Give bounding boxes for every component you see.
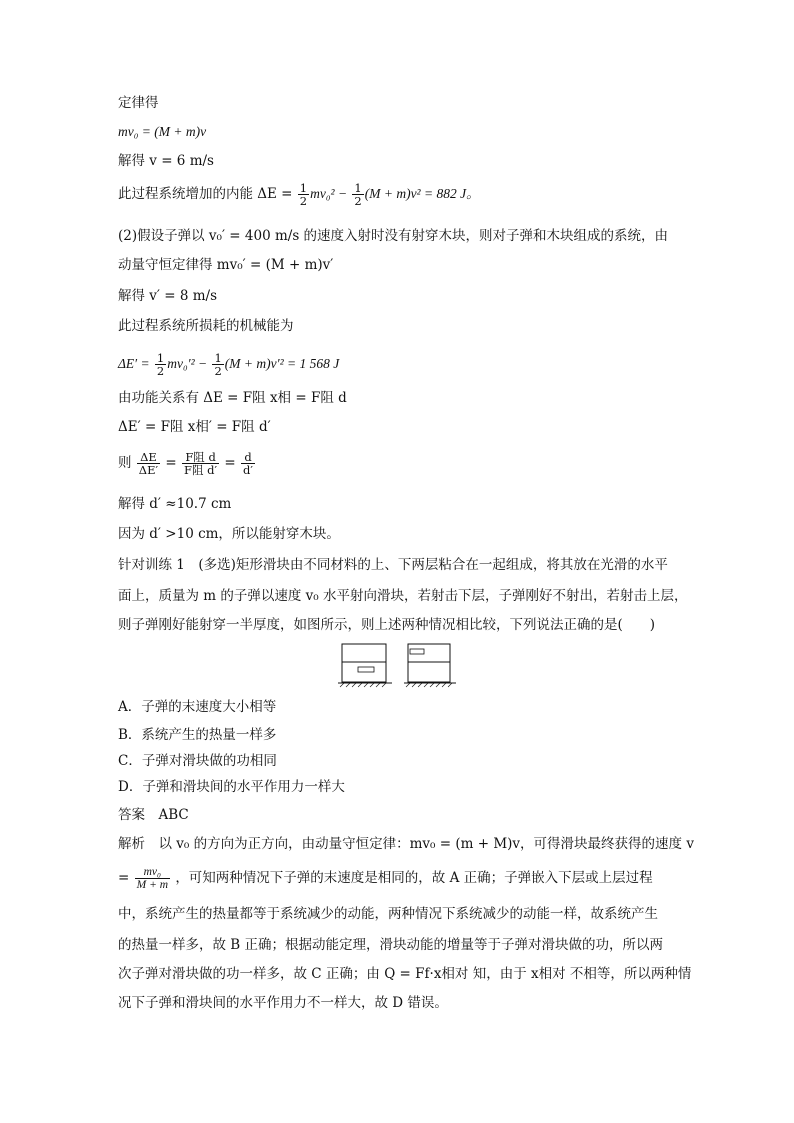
equation-internal-energy	[118, 182, 480, 207]
text-line: 定律得	[118, 95, 159, 111]
text-line: 解得 v′ = 8 m/s	[118, 288, 218, 304]
option-c: C．子弹对滑块做的功相同	[118, 753, 277, 769]
equation-ratio	[118, 451, 256, 476]
text-line: 因为 d′ >10 cm，所以能射穿木块。	[118, 526, 340, 542]
question-text: 面上，质量为 m 的子弹以速度 v₀ 水平射向滑块，若射击下层，子弹刚好不射出，若射击上层，	[118, 588, 688, 604]
text-line: 动量守恒定律得 mv₀′ = (M + m)v′	[118, 257, 334, 273]
fraction-half: $\frac{1}{2}$	[214, 351, 222, 378]
text-segment: 此过程系统增加的内能 ΔE =	[118, 186, 293, 202]
block-lower-shot	[338, 644, 392, 687]
text-line: 解得 v = 6 m/s	[118, 153, 214, 169]
text-segment: =	[224, 455, 236, 471]
question-text: 则子弹刚好能射穿一半厚度，如图所示，则上述两种情况相比较，下列说法正确的是( )	[118, 617, 656, 633]
text-segment: =	[165, 455, 177, 471]
equation-momentum: mv₀ = (M + m)v	[118, 124, 207, 139]
text-segment: =	[118, 870, 130, 886]
text-segment: mv₀² −	[310, 186, 348, 201]
fraction-half: $\frac{1}{2}$	[354, 181, 362, 208]
equation-mechanical-energy	[118, 352, 339, 377]
analysis-line	[118, 866, 653, 891]
fraction-force: $\frac{\text{F阻 d}}{\text{F阻 d′}}$	[184, 450, 218, 477]
text-line: (2)假设子弹以 v₀′ = 400 m/s 的速度入射时没有射穿木块，则对子弹和木块组成的系统，由	[118, 228, 669, 244]
analysis-line: 解析 以 v₀ 的方向为正方向，由动量守恒定律：mv₀ = (m + M)v，可得滑块最终获得的速度 v	[118, 836, 694, 852]
analysis-line: 况下子弹和滑块间的水平作用力不一样大，故 D 错误。	[118, 995, 448, 1011]
figure-bullet-blocks	[336, 638, 466, 690]
fraction-half: $\frac{1}{2}$	[156, 351, 165, 378]
fraction-distance: $\frac{d}{d'}$	[243, 450, 254, 477]
text-segment: mv₀′² −	[167, 356, 208, 371]
analysis-line: 次子弹对滑块做的功一样多，故 C 正确；由 Q = Ff·x相对 知，由于 x相对 不相等，所以两种情	[118, 966, 692, 982]
answer-text: 答案 ABC	[118, 807, 189, 823]
block-upper-shot	[404, 644, 456, 687]
fraction-energy: $\frac{\Delta E}{\Delta E'}$	[138, 450, 159, 477]
text-line: ΔE′ = F阻 x相′ = F阻 d′	[118, 419, 271, 435]
text-segment: ，可知两种情况下子弹的末速度是相同的，故 A 正确；子弹嵌入下层或上层过程	[175, 870, 653, 886]
text-segment: ΔE′ =	[118, 356, 150, 371]
analysis-line: 的热量一样多，故 B 正确；根据动能定理，滑块动能的增量等于子弹对滑块做的功，所以两	[118, 937, 664, 953]
option-a: A．子弹的末速度大小相等	[118, 699, 277, 715]
text-line: 由功能关系有 ΔE = F阻 x相 = F阻 d	[118, 390, 347, 406]
text-line: 此过程系统所损耗的机械能为	[118, 318, 294, 334]
text-segment: 则	[118, 455, 132, 471]
text-segment: (M + m)v² = 882 J。	[364, 186, 480, 201]
text-line: 解得 d′ ≈10.7 cm	[118, 496, 232, 512]
fraction-velocity: $\frac{\text{mv₀}}{M + m}$	[136, 866, 169, 891]
question-text: 针对训练 1 (多选)矩形滑块由不同材料的上、下两层粘合在一起组成，将其放在光滑的水平	[118, 557, 668, 573]
option-b: B．系统产生的热量一样多	[118, 727, 277, 743]
option-d: D．子弹和滑块间的水平作用力一样大	[118, 779, 345, 795]
analysis-line: 中，系统产生的热量都等于系统减少的动能，两种情况下系统减少的动能一样，故系统产生	[118, 906, 658, 922]
fraction-half: $\frac{1}{2}$	[299, 181, 308, 208]
text-segment: (M + m)v′² = 1 568 J	[224, 356, 340, 371]
